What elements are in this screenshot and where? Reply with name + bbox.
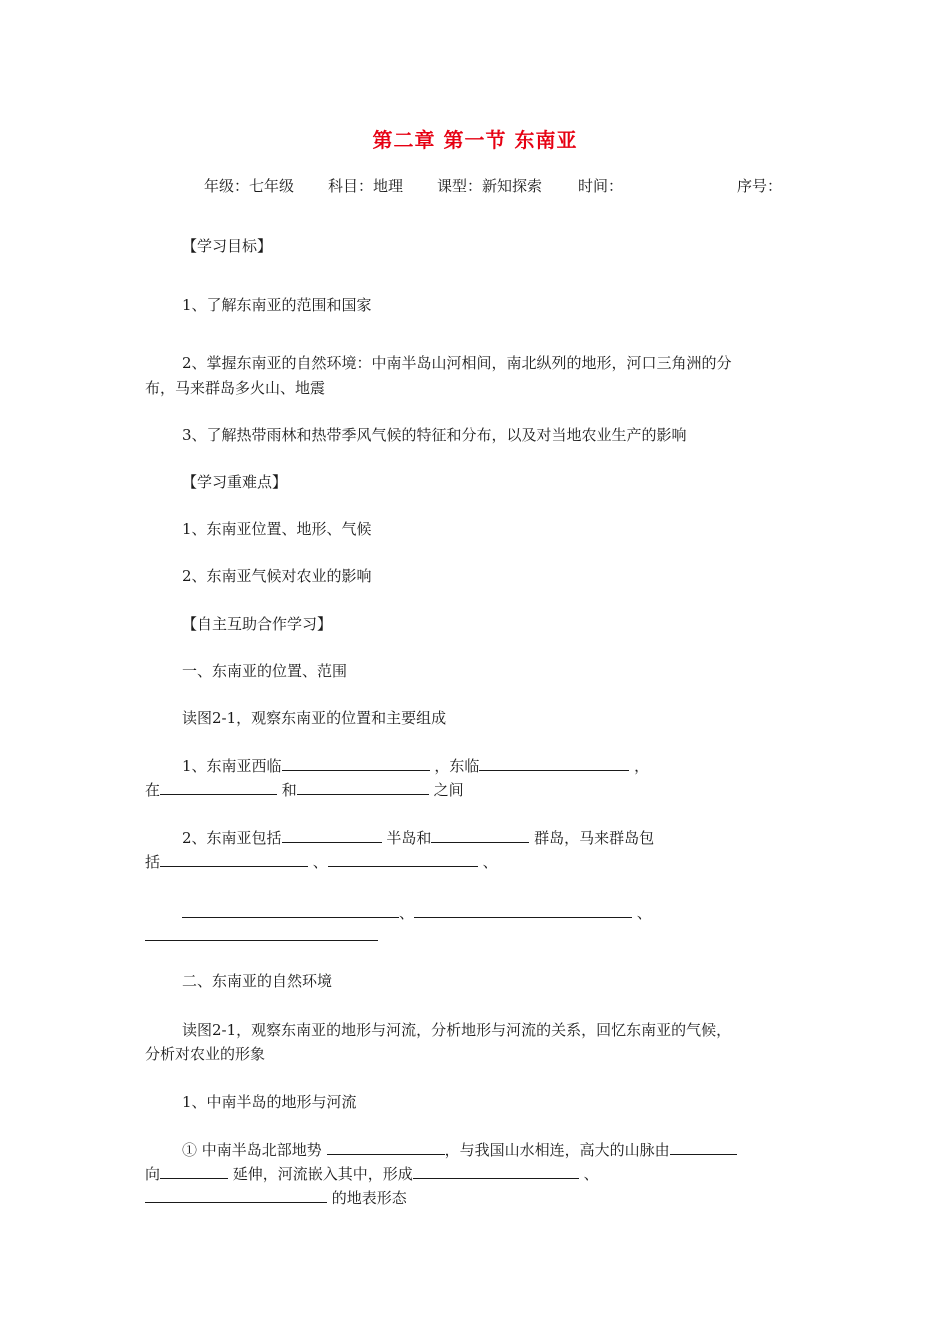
part-2-intro-line-2: 分析对农业的形象 (145, 1045, 266, 1063)
question-text: 群岛，马来群岛包 (534, 829, 655, 847)
part-1-intro: 读图2-1，观察东南亚的位置和主要组成 (182, 709, 447, 727)
question-2-line-2 (145, 852, 498, 872)
answer-blank[interactable] (327, 1140, 445, 1155)
question-text: 括 (145, 853, 161, 871)
goals-heading: 【学习目标】 (182, 237, 273, 255)
goal-2-line-2: 布，马来群岛多火山、地震 (145, 379, 326, 397)
question-text: 、 (399, 904, 415, 922)
key-1: 1、东南亚位置、地形、气候 (182, 520, 372, 538)
answer-blank[interactable] (431, 828, 529, 843)
goal-1: 1、了解东南亚的范围和国家 (182, 296, 372, 314)
answer-blank[interactable] (414, 903, 632, 918)
question-2-line-4 (145, 926, 378, 946)
question-text: 和 (281, 781, 297, 799)
question-text: 之间 (433, 781, 464, 799)
question-text: 1、东南亚西临 (182, 757, 282, 775)
answer-blank[interactable] (282, 756, 430, 771)
question-text: 、 (583, 1165, 599, 1183)
meta-subject: 科目：地理 (328, 177, 404, 195)
question-text: ，与我国山水相连，高大的山脉由 (444, 1141, 670, 1159)
answer-blank[interactable] (328, 852, 478, 867)
coop-heading: 【自主互助合作学习】 (182, 615, 333, 633)
question-text: ① 中南半岛北部地势 (182, 1141, 322, 1159)
question-text: 、 (636, 904, 652, 922)
meta-seq: 序号： (737, 177, 783, 195)
question-text: 向 (145, 1165, 161, 1183)
answer-blank[interactable] (297, 780, 429, 795)
goal-3: 3、了解热带雨林和热带季风气候的特征和分布，以及对当地农业生产的影响 (182, 426, 687, 444)
meta-grade: 年级：七年级 (204, 177, 295, 195)
question-2-line-3 (182, 903, 652, 923)
answer-blank[interactable] (160, 1164, 228, 1179)
question-1-line-2 (145, 780, 464, 800)
question-1-line-1 (182, 756, 649, 776)
answer-blank[interactable] (413, 1164, 579, 1179)
answer-blank[interactable] (145, 1188, 327, 1203)
meta-time: 时间： (578, 177, 624, 195)
question-text: 、 (312, 853, 328, 871)
page-title: 第二章 第一节 东南亚 (372, 128, 578, 152)
goal-2-line-1: 2、掌握东南亚的自然环境：中南半岛山河相间，南北纵列的地形，河口三角洲的分 (182, 354, 732, 372)
answer-blank[interactable] (182, 903, 399, 918)
question-text: 半岛和 (386, 829, 432, 847)
answer-blank[interactable] (160, 852, 308, 867)
question-text: 的地表形态 (331, 1189, 407, 1207)
question-text: 2、东南亚包括 (182, 829, 282, 847)
question-text: 在 (145, 781, 161, 799)
meta-lesson-type: 课型：新知探索 (437, 177, 543, 195)
question-3-line-3 (145, 1188, 407, 1208)
question-text: ， (634, 757, 650, 775)
part-2-intro-line-1: 读图2-1，观察东南亚的地形与河流，分析地形与河流的关系，回忆东南亚的气候， (182, 1021, 732, 1039)
part-2-title: 二、东南亚的自然环境 (182, 972, 333, 990)
subsection-1: 1、中南半岛的地形与河流 (182, 1093, 357, 1111)
answer-blank[interactable] (670, 1140, 737, 1155)
question-text: 延伸，河流嵌入其中，形成 (232, 1165, 413, 1183)
question-3-line-1 (182, 1140, 737, 1160)
meta-row (0, 175, 950, 195)
question-3-line-2 (145, 1164, 599, 1184)
answer-blank[interactable] (479, 756, 629, 771)
answer-blank[interactable] (282, 828, 382, 843)
question-text: 、 (482, 853, 498, 871)
answer-blank[interactable] (160, 780, 277, 795)
key-2: 2、东南亚气候对农业的影响 (182, 567, 372, 585)
answer-blank[interactable] (145, 926, 378, 941)
part-1-title: 一、东南亚的位置、范围 (182, 662, 348, 680)
key-heading: 【学习重难点】 (182, 473, 288, 491)
question-2-line-1 (182, 828, 654, 848)
question-text: ，东临 (434, 757, 480, 775)
